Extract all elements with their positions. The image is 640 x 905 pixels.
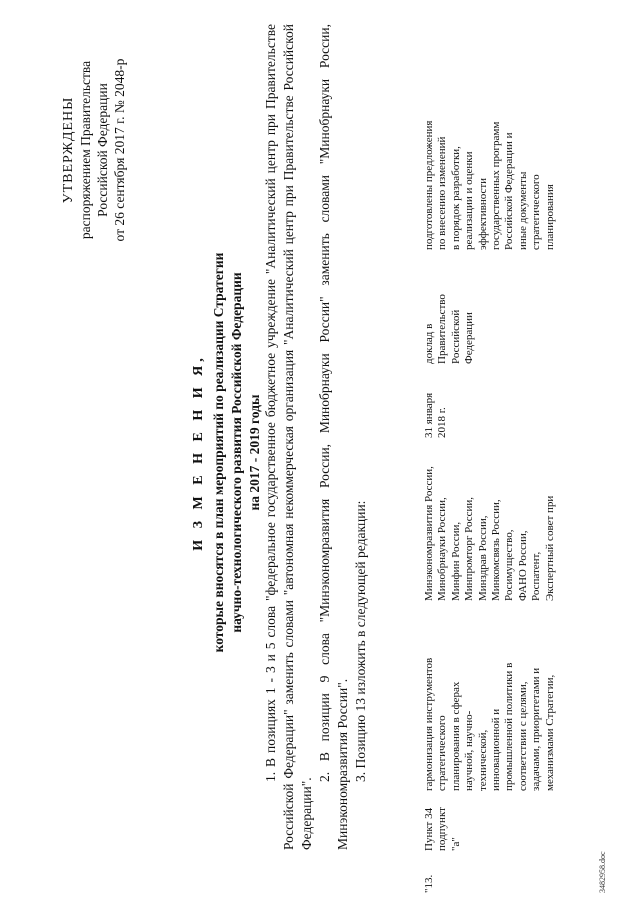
paragraph-1: 1. В позициях 1 - 3 и 5 слова "федеральное государственное бюджетное учреждение "Аналитический центр при Правительстве Российской Федерации" заменить словами "автономная некоммерческая организация "Аналитический центр при Правительстве Российской Федерации".	[263, 24, 314, 850]
expected-result: подготовлены предложения по внесению изменений в порядок разработки, реализации и оценки эффективности государственных программ Российской Федерации и иные документы стратегического планирования	[423, 120, 556, 250]
paragraph-2: 2. В позиции 9 слова "Минэкономразвития России, Минобрнауки России" заменить словами "Минобрнауки России, Минэкономразвития России".	[317, 24, 350, 850]
title-line-1: которые вносятся в план мероприятий по реализации Стратегии	[211, 252, 226, 653]
document-body	[262, 24, 370, 850]
approval-block	[60, 30, 128, 270]
report-type: доклад в Правительство Российской Федерации	[423, 294, 476, 364]
file-code: 3482958.doc	[598, 851, 607, 893]
deadline: 31 января 2018 г.	[423, 392, 449, 438]
approval-line-1: распоряжением Правительства	[78, 60, 93, 240]
strategy-point: Пункт 34 подпункт "а"	[423, 807, 462, 851]
title-line-2: научно-технологического развития Российской Федерации	[229, 272, 244, 633]
paragraph-3: 3. Позицию 13 изложить в следующей редакции:	[353, 500, 368, 782]
executors-list: Минэкономразвития России, Минобрнауки России, Минфин России, Минпромторг России, Минздрав России, Минкомсвязь России, Росимущество, ФАНО России, Роспатент, Экспертный совет при	[423, 466, 556, 601]
approval-heading: УТВЕРЖДЕНЫ	[61, 96, 76, 204]
position-number: "13.	[423, 874, 435, 893]
title-changes: И З М Е Н Е Н И Я,	[191, 354, 206, 551]
approval-line-3: от 26 сентября 2017 г. № 2048-р	[112, 58, 127, 242]
document-title	[190, 100, 264, 805]
title-line-3: на 2017 - 2019 годы	[247, 394, 262, 511]
approval-line-2: Российской Федерации	[95, 83, 110, 217]
table-row	[423, 20, 557, 893]
task-description: гармонизация инструментов стратегического планирования в сферах научной, научно- технической, инновационной и промышленной политики в соответствии с целями, задачами, приоритетами и механизмами Стратегии,	[423, 657, 556, 791]
